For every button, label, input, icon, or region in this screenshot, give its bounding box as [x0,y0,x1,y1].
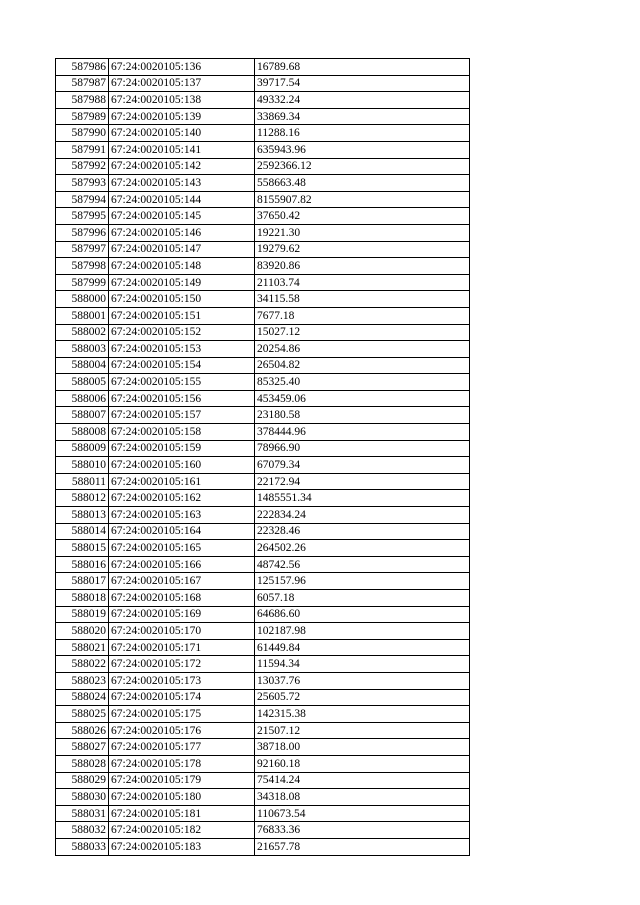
table-body [56,59,470,856]
row-id-cell: 588008 [56,424,109,441]
value-cell: 39717.54 [255,75,470,92]
cadastral-number-cell: 67:24:0020105:166 [109,556,255,573]
table-row [56,556,470,573]
cadastral-number-cell: 67:24:0020105:172 [109,656,255,673]
table-row [56,59,470,76]
cadastral-number-cell: 67:24:0020105:142 [109,158,255,175]
value-cell: 34318.08 [255,789,470,806]
row-id-cell: 588022 [56,656,109,673]
cadastral-number-cell: 67:24:0020105:143 [109,175,255,192]
value-cell: 25605.72 [255,689,470,706]
value-cell: 6057.18 [255,590,470,607]
value-cell: 83920.86 [255,258,470,275]
cadastral-number-cell: 67:24:0020105:150 [109,291,255,308]
table-row [56,772,470,789]
row-id-cell: 588031 [56,805,109,822]
value-cell: 75414.24 [255,772,470,789]
value-cell: 34115.58 [255,291,470,308]
value-cell: 102187.98 [255,623,470,640]
cadastral-number-cell: 67:24:0020105:179 [109,772,255,789]
table-row [56,224,470,241]
value-cell: 76833.36 [255,822,470,839]
value-cell: 20254.86 [255,341,470,358]
cadastral-number-cell: 67:24:0020105:174 [109,689,255,706]
table-row [56,457,470,474]
cadastral-number-cell: 67:24:0020105:140 [109,125,255,142]
row-id-cell: 587991 [56,141,109,158]
row-id-cell: 587993 [56,175,109,192]
value-cell: 635943.96 [255,141,470,158]
cadastral-number-cell: 67:24:0020105:160 [109,457,255,474]
cadastral-number-cell: 67:24:0020105:147 [109,241,255,258]
row-id-cell: 588006 [56,390,109,407]
value-cell: 16789.68 [255,59,470,76]
value-cell: 37650.42 [255,208,470,225]
data-table [55,58,470,856]
row-id-cell: 588028 [56,755,109,772]
cadastral-number-cell: 67:24:0020105:169 [109,606,255,623]
row-id-cell: 588012 [56,490,109,507]
value-cell: 92160.18 [255,755,470,772]
cadastral-number-cell: 67:24:0020105:165 [109,540,255,557]
value-cell: 1485551.34 [255,490,470,507]
row-id-cell: 588007 [56,407,109,424]
value-cell: 2592366.12 [255,158,470,175]
value-cell: 7677.18 [255,307,470,324]
row-id-cell: 588026 [56,722,109,739]
value-cell: 64686.60 [255,606,470,623]
table-row [56,324,470,341]
value-cell: 33869.34 [255,108,470,125]
table-row [56,390,470,407]
table-row [56,125,470,142]
value-cell: 85325.40 [255,374,470,391]
cadastral-number-cell: 67:24:0020105:173 [109,672,255,689]
table-row [56,92,470,109]
table-row [56,706,470,723]
table-row [56,208,470,225]
table-row [56,590,470,607]
value-cell: 222834.24 [255,507,470,524]
row-id-cell: 588021 [56,639,109,656]
cadastral-number-cell: 67:24:0020105:167 [109,573,255,590]
value-cell: 38718.00 [255,739,470,756]
value-cell: 11594.34 [255,656,470,673]
cadastral-number-cell: 67:24:0020105:170 [109,623,255,640]
row-id-cell: 587995 [56,208,109,225]
value-cell: 264502.26 [255,540,470,557]
cadastral-number-cell: 67:24:0020105:175 [109,706,255,723]
table-row [56,291,470,308]
value-cell: 378444.96 [255,424,470,441]
cadastral-number-cell: 67:24:0020105:156 [109,390,255,407]
row-id-cell: 588019 [56,606,109,623]
row-id-cell: 588027 [56,739,109,756]
row-id-cell: 588025 [56,706,109,723]
table-row [56,656,470,673]
table-row [56,440,470,457]
table-row [56,191,470,208]
table-row [56,473,470,490]
table-row [56,158,470,175]
row-id-cell: 587994 [56,191,109,208]
cadastral-number-cell: 67:24:0020105:159 [109,440,255,457]
cadastral-number-cell: 67:24:0020105:180 [109,789,255,806]
cadastral-number-cell: 67:24:0020105:177 [109,739,255,756]
table-row [56,805,470,822]
row-id-cell: 587990 [56,125,109,142]
cadastral-number-cell: 67:24:0020105:182 [109,822,255,839]
row-id-cell: 588002 [56,324,109,341]
table-row [56,141,470,158]
value-cell: 49332.24 [255,92,470,109]
table-row [56,606,470,623]
row-id-cell: 587988 [56,92,109,109]
row-id-cell: 587999 [56,274,109,291]
cadastral-number-cell: 67:24:0020105:138 [109,92,255,109]
value-cell: 61449.84 [255,639,470,656]
row-id-cell: 588029 [56,772,109,789]
value-cell: 125157.96 [255,573,470,590]
table-row [56,838,470,855]
row-id-cell: 587989 [56,108,109,125]
table-row [56,623,470,640]
value-cell: 23180.58 [255,407,470,424]
cadastral-number-cell: 67:24:0020105:161 [109,473,255,490]
row-id-cell: 588023 [56,672,109,689]
cadastral-number-cell: 67:24:0020105:176 [109,722,255,739]
row-id-cell: 588009 [56,440,109,457]
row-id-cell: 588033 [56,838,109,855]
table-row [56,639,470,656]
cadastral-number-cell: 67:24:0020105:149 [109,274,255,291]
cadastral-number-cell: 67:24:0020105:155 [109,374,255,391]
table-row [56,274,470,291]
table-row [56,722,470,739]
row-id-cell: 587992 [56,158,109,175]
row-id-cell: 588014 [56,523,109,540]
cadastral-number-cell: 67:24:0020105:157 [109,407,255,424]
table-row [56,258,470,275]
cadastral-number-cell: 67:24:0020105:152 [109,324,255,341]
table-row [56,523,470,540]
value-cell: 142315.38 [255,706,470,723]
table-row [56,739,470,756]
cadastral-number-cell: 67:24:0020105:141 [109,141,255,158]
cadastral-number-cell: 67:24:0020105:153 [109,341,255,358]
cadastral-number-cell: 67:24:0020105:145 [109,208,255,225]
table-row [56,755,470,772]
cadastral-number-cell: 67:24:0020105:144 [109,191,255,208]
row-id-cell: 588017 [56,573,109,590]
row-id-cell: 587987 [56,75,109,92]
value-cell: 26504.82 [255,357,470,374]
table-row [56,507,470,524]
row-id-cell: 588001 [56,307,109,324]
value-cell: 21657.78 [255,838,470,855]
cadastral-number-cell: 67:24:0020105:137 [109,75,255,92]
row-id-cell: 588004 [56,357,109,374]
row-id-cell: 588013 [56,507,109,524]
table-row [56,424,470,441]
row-id-cell: 588032 [56,822,109,839]
table-row [56,75,470,92]
cadastral-number-cell: 67:24:0020105:139 [109,108,255,125]
table-row [56,307,470,324]
value-cell: 21103.74 [255,274,470,291]
row-id-cell: 588005 [56,374,109,391]
cadastral-number-cell: 67:24:0020105:181 [109,805,255,822]
cadastral-number-cell: 67:24:0020105:151 [109,307,255,324]
table-row [56,407,470,424]
row-id-cell: 587996 [56,224,109,241]
cadastral-number-cell: 67:24:0020105:168 [109,590,255,607]
value-cell: 22172.94 [255,473,470,490]
table-row [56,341,470,358]
cadastral-number-cell: 67:24:0020105:154 [109,357,255,374]
cadastral-number-cell: 67:24:0020105:162 [109,490,255,507]
value-cell: 19279.62 [255,241,470,258]
row-id-cell: 588011 [56,473,109,490]
cadastral-number-cell: 67:24:0020105:136 [109,59,255,76]
table-row [56,241,470,258]
value-cell: 78966.90 [255,440,470,457]
table-row [56,490,470,507]
row-id-cell: 587998 [56,258,109,275]
table-row [56,357,470,374]
value-cell: 11288.16 [255,125,470,142]
table-row [56,573,470,590]
value-cell: 48742.56 [255,556,470,573]
table-row [56,822,470,839]
value-cell: 21507.12 [255,722,470,739]
table-row [56,672,470,689]
value-cell: 13037.76 [255,672,470,689]
cadastral-number-cell: 67:24:0020105:148 [109,258,255,275]
table-row [56,689,470,706]
table-row [56,374,470,391]
cadastral-number-cell: 67:24:0020105:163 [109,507,255,524]
cadastral-number-cell: 67:24:0020105:158 [109,424,255,441]
cadastral-number-cell: 67:24:0020105:171 [109,639,255,656]
row-id-cell: 588030 [56,789,109,806]
row-id-cell: 588018 [56,590,109,607]
cadastral-number-cell: 67:24:0020105:146 [109,224,255,241]
row-id-cell: 587997 [56,241,109,258]
value-cell: 15027.12 [255,324,470,341]
value-cell: 19221.30 [255,224,470,241]
value-cell: 110673.54 [255,805,470,822]
value-cell: 67079.34 [255,457,470,474]
table-row [56,540,470,557]
table-row [56,789,470,806]
table-row [56,108,470,125]
row-id-cell: 588015 [56,540,109,557]
value-cell: 453459.06 [255,390,470,407]
row-id-cell: 588020 [56,623,109,640]
row-id-cell: 588000 [56,291,109,308]
cadastral-number-cell: 67:24:0020105:164 [109,523,255,540]
table-row [56,175,470,192]
value-cell: 558663.48 [255,175,470,192]
row-id-cell: 588010 [56,457,109,474]
cadastral-number-cell: 67:24:0020105:178 [109,755,255,772]
row-id-cell: 587986 [56,59,109,76]
row-id-cell: 588024 [56,689,109,706]
value-cell: 22328.46 [255,523,470,540]
row-id-cell: 588016 [56,556,109,573]
row-id-cell: 588003 [56,341,109,358]
value-cell: 8155907.82 [255,191,470,208]
cadastral-number-cell: 67:24:0020105:183 [109,838,255,855]
